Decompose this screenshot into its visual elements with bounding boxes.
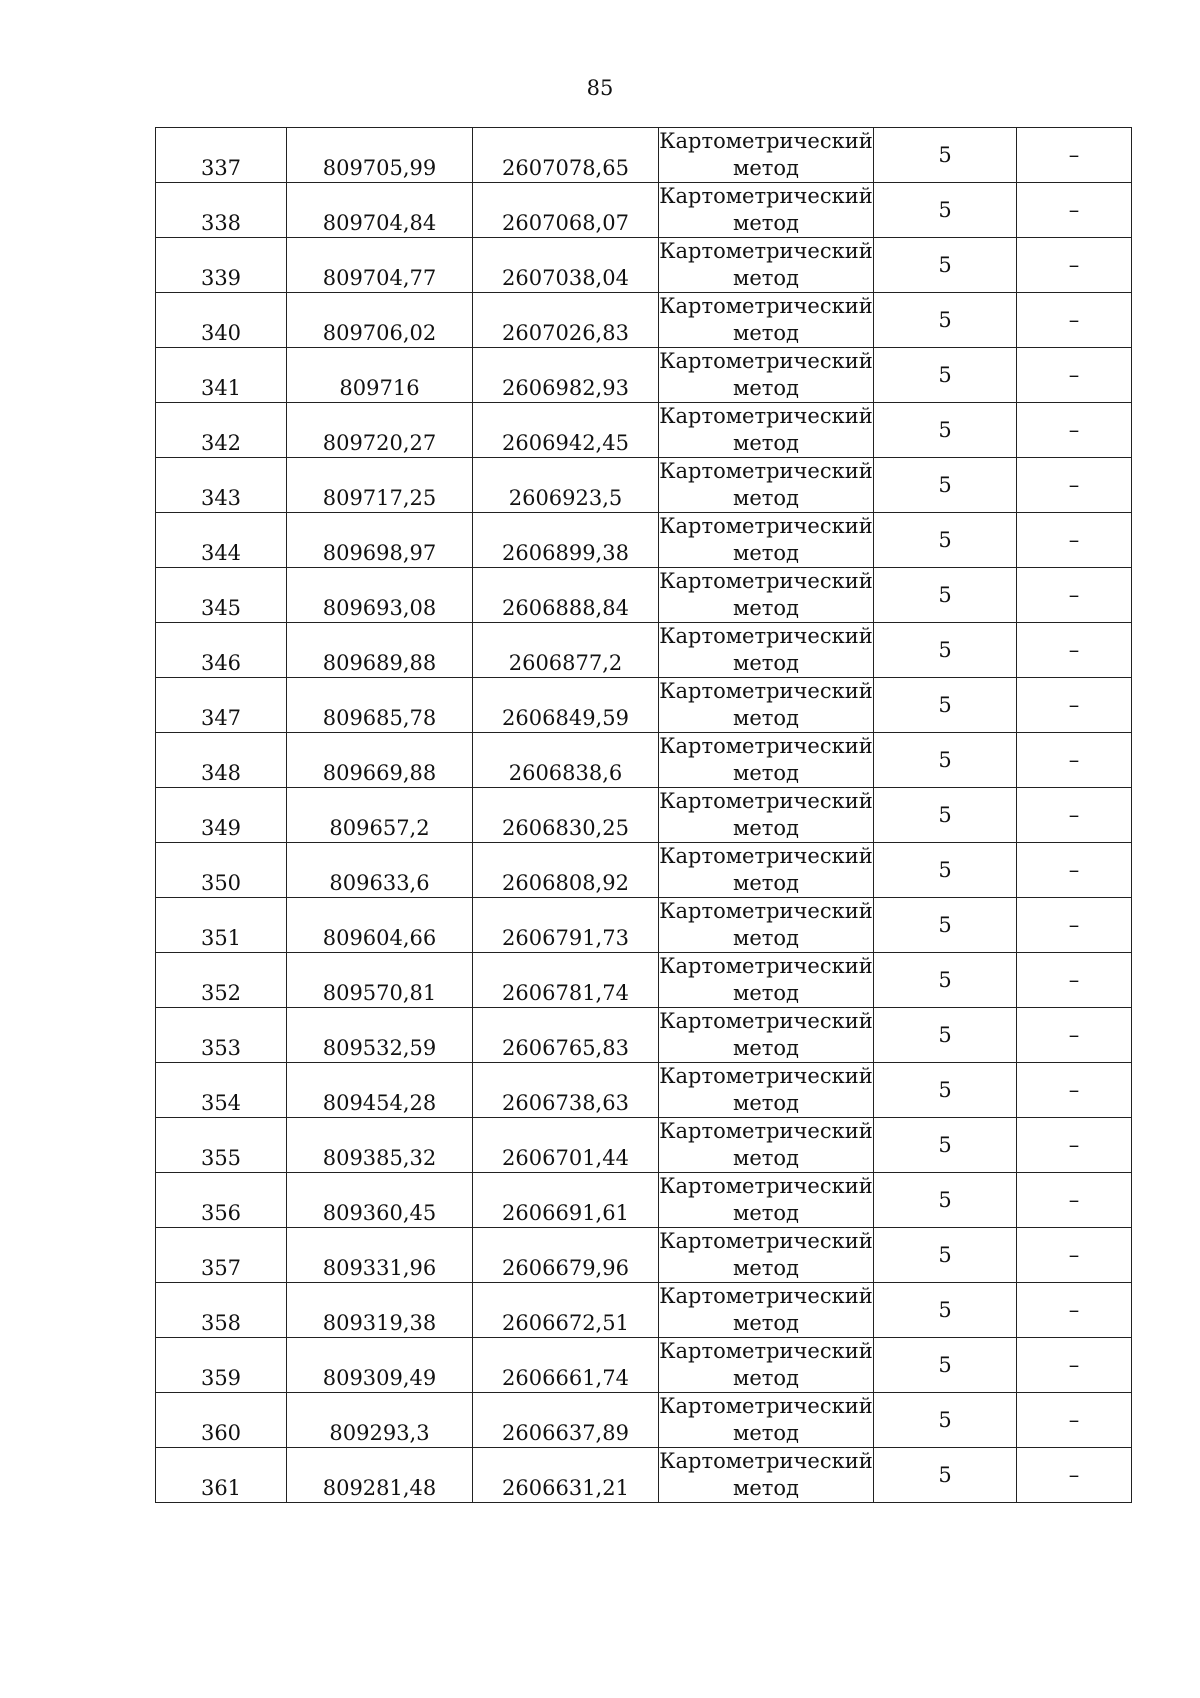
method-cell bbox=[659, 843, 874, 898]
point-number-cell: 346 bbox=[156, 623, 287, 678]
note-cell: – bbox=[1017, 623, 1132, 678]
note-cell: – bbox=[1017, 1008, 1132, 1063]
x-coordinate-cell: 809689,88 bbox=[287, 623, 473, 678]
method-cell bbox=[659, 1393, 874, 1448]
table-row bbox=[156, 1393, 1132, 1448]
point-number-cell: 337 bbox=[156, 128, 287, 183]
accuracy-cell: 5 bbox=[874, 293, 1017, 348]
method-line-2: метод bbox=[733, 431, 799, 455]
method-cell bbox=[659, 293, 874, 348]
table-row bbox=[156, 513, 1132, 568]
note-cell: – bbox=[1017, 348, 1132, 403]
table-row bbox=[156, 1063, 1132, 1118]
x-coordinate-cell: 809385,32 bbox=[287, 1118, 473, 1173]
x-coordinate-cell: 809698,97 bbox=[287, 513, 473, 568]
note-cell: – bbox=[1017, 678, 1132, 733]
table-row bbox=[156, 293, 1132, 348]
note-cell: – bbox=[1017, 1448, 1132, 1503]
method-line-1: Картометрический bbox=[659, 954, 873, 978]
x-coordinate-cell: 809669,88 bbox=[287, 733, 473, 788]
method-line-1: Картометрический bbox=[659, 1174, 873, 1198]
table-row bbox=[156, 898, 1132, 953]
accuracy-cell: 5 bbox=[874, 1338, 1017, 1393]
method-line-1: Картометрический bbox=[659, 239, 873, 263]
point-number-cell: 360 bbox=[156, 1393, 287, 1448]
y-coordinate-cell: 2606942,45 bbox=[473, 403, 659, 458]
method-line-2: метод bbox=[733, 1091, 799, 1115]
x-coordinate-cell: 809720,27 bbox=[287, 403, 473, 458]
note-cell: – bbox=[1017, 1228, 1132, 1283]
y-coordinate-cell: 2607068,07 bbox=[473, 183, 659, 238]
method-line-2: метод bbox=[733, 816, 799, 840]
note-cell: – bbox=[1017, 898, 1132, 953]
point-number-cell: 340 bbox=[156, 293, 287, 348]
accuracy-cell: 5 bbox=[874, 1173, 1017, 1228]
table-row bbox=[156, 1228, 1132, 1283]
method-line-1: Картометрический bbox=[659, 1449, 873, 1473]
y-coordinate-cell: 2606849,59 bbox=[473, 678, 659, 733]
point-number-cell: 351 bbox=[156, 898, 287, 953]
accuracy-cell: 5 bbox=[874, 1228, 1017, 1283]
point-number-cell: 361 bbox=[156, 1448, 287, 1503]
method-line-2: метод bbox=[733, 266, 799, 290]
point-number-cell: 352 bbox=[156, 953, 287, 1008]
method-cell bbox=[659, 403, 874, 458]
method-line-2: метод bbox=[733, 1256, 799, 1280]
accuracy-cell: 5 bbox=[874, 1393, 1017, 1448]
method-cell bbox=[659, 1008, 874, 1063]
method-cell bbox=[659, 898, 874, 953]
method-line-1: Картометрический bbox=[659, 404, 873, 428]
note-cell: – bbox=[1017, 953, 1132, 1008]
method-line-1: Картометрический bbox=[659, 1229, 873, 1253]
method-cell bbox=[659, 1173, 874, 1228]
method-line-2: метод bbox=[733, 596, 799, 620]
method-cell bbox=[659, 1118, 874, 1173]
method-line-1: Картометрический bbox=[659, 294, 873, 318]
x-coordinate-cell: 809604,66 bbox=[287, 898, 473, 953]
x-coordinate-cell: 809705,99 bbox=[287, 128, 473, 183]
x-coordinate-cell: 809706,02 bbox=[287, 293, 473, 348]
method-cell bbox=[659, 568, 874, 623]
method-line-2: метод bbox=[733, 981, 799, 1005]
method-cell bbox=[659, 238, 874, 293]
x-coordinate-cell: 809360,45 bbox=[287, 1173, 473, 1228]
y-coordinate-cell: 2606738,63 bbox=[473, 1063, 659, 1118]
point-number-cell: 339 bbox=[156, 238, 287, 293]
method-line-1: Картометрический bbox=[659, 1119, 873, 1143]
table-row bbox=[156, 1338, 1132, 1393]
method-line-2: метод bbox=[733, 541, 799, 565]
y-coordinate-cell: 2606637,89 bbox=[473, 1393, 659, 1448]
method-cell bbox=[659, 788, 874, 843]
method-line-1: Картометрический bbox=[659, 459, 873, 483]
note-cell: – bbox=[1017, 843, 1132, 898]
table-row bbox=[156, 1118, 1132, 1173]
x-coordinate-cell: 809704,84 bbox=[287, 183, 473, 238]
method-cell bbox=[659, 733, 874, 788]
method-line-1: Картометрический bbox=[659, 349, 873, 373]
table-row bbox=[156, 1173, 1132, 1228]
method-line-1: Картометрический bbox=[659, 514, 873, 538]
point-number-cell: 353 bbox=[156, 1008, 287, 1063]
table-row bbox=[156, 623, 1132, 678]
y-coordinate-cell: 2606701,44 bbox=[473, 1118, 659, 1173]
accuracy-cell: 5 bbox=[874, 513, 1017, 568]
method-line-1: Картометрический bbox=[659, 569, 873, 593]
method-line-1: Картометрический bbox=[659, 1284, 873, 1308]
x-coordinate-cell: 809319,38 bbox=[287, 1283, 473, 1338]
point-number-cell: 350 bbox=[156, 843, 287, 898]
note-cell: – bbox=[1017, 733, 1132, 788]
note-cell: – bbox=[1017, 183, 1132, 238]
method-line-2: метод bbox=[733, 871, 799, 895]
method-line-2: метод bbox=[733, 1311, 799, 1335]
y-coordinate-cell: 2606781,74 bbox=[473, 953, 659, 1008]
accuracy-cell: 5 bbox=[874, 788, 1017, 843]
table-row bbox=[156, 183, 1132, 238]
accuracy-cell: 5 bbox=[874, 348, 1017, 403]
point-number-cell: 345 bbox=[156, 568, 287, 623]
y-coordinate-cell: 2607038,04 bbox=[473, 238, 659, 293]
method-line-1: Картометрический bbox=[659, 679, 873, 703]
method-line-1: Картометрический bbox=[659, 1064, 873, 1088]
accuracy-cell: 5 bbox=[874, 843, 1017, 898]
y-coordinate-cell: 2607078,65 bbox=[473, 128, 659, 183]
point-number-cell: 359 bbox=[156, 1338, 287, 1393]
note-cell: – bbox=[1017, 1063, 1132, 1118]
accuracy-cell: 5 bbox=[874, 238, 1017, 293]
point-number-cell: 354 bbox=[156, 1063, 287, 1118]
method-cell bbox=[659, 348, 874, 403]
method-line-2: метод bbox=[733, 1201, 799, 1225]
note-cell: – bbox=[1017, 293, 1132, 348]
table-row bbox=[156, 843, 1132, 898]
x-coordinate-cell: 809716 bbox=[287, 348, 473, 403]
method-line-1: Картометрический bbox=[659, 184, 873, 208]
table-row bbox=[156, 1448, 1132, 1503]
method-line-2: метод bbox=[733, 1421, 799, 1445]
note-cell: – bbox=[1017, 788, 1132, 843]
accuracy-cell: 5 bbox=[874, 403, 1017, 458]
method-line-1: Картометрический bbox=[659, 1009, 873, 1033]
x-coordinate-cell: 809281,48 bbox=[287, 1448, 473, 1503]
x-coordinate-cell: 809717,25 bbox=[287, 458, 473, 513]
note-cell: – bbox=[1017, 403, 1132, 458]
y-coordinate-cell: 2606679,96 bbox=[473, 1228, 659, 1283]
note-cell: – bbox=[1017, 128, 1132, 183]
x-coordinate-cell: 809693,08 bbox=[287, 568, 473, 623]
y-coordinate-cell: 2606888,84 bbox=[473, 568, 659, 623]
method-cell bbox=[659, 953, 874, 1008]
point-number-cell: 358 bbox=[156, 1283, 287, 1338]
y-coordinate-cell: 2606982,93 bbox=[473, 348, 659, 403]
coordinates-table bbox=[155, 127, 1132, 1503]
y-coordinate-cell: 2606830,25 bbox=[473, 788, 659, 843]
point-number-cell: 356 bbox=[156, 1173, 287, 1228]
accuracy-cell: 5 bbox=[874, 1008, 1017, 1063]
accuracy-cell: 5 bbox=[874, 733, 1017, 788]
method-cell bbox=[659, 1063, 874, 1118]
x-coordinate-cell: 809685,78 bbox=[287, 678, 473, 733]
method-line-1: Картометрический bbox=[659, 844, 873, 868]
note-cell: – bbox=[1017, 1338, 1132, 1393]
x-coordinate-cell: 809331,96 bbox=[287, 1228, 473, 1283]
x-coordinate-cell: 809570,81 bbox=[287, 953, 473, 1008]
note-cell: – bbox=[1017, 513, 1132, 568]
method-cell bbox=[659, 183, 874, 238]
note-cell: – bbox=[1017, 1173, 1132, 1228]
method-line-1: Картометрический bbox=[659, 624, 873, 648]
method-cell bbox=[659, 623, 874, 678]
y-coordinate-cell: 2606923,5 bbox=[473, 458, 659, 513]
y-coordinate-cell: 2606661,74 bbox=[473, 1338, 659, 1393]
method-line-2: метод bbox=[733, 1146, 799, 1170]
method-line-1: Картометрический bbox=[659, 789, 873, 813]
table-row bbox=[156, 788, 1132, 843]
note-cell: – bbox=[1017, 238, 1132, 293]
method-cell bbox=[659, 458, 874, 513]
point-number-cell: 357 bbox=[156, 1228, 287, 1283]
table-row bbox=[156, 733, 1132, 788]
x-coordinate-cell: 809309,49 bbox=[287, 1338, 473, 1393]
note-cell: – bbox=[1017, 568, 1132, 623]
x-coordinate-cell: 809633,6 bbox=[287, 843, 473, 898]
method-line-2: метод bbox=[733, 706, 799, 730]
table-row bbox=[156, 458, 1132, 513]
point-number-cell: 343 bbox=[156, 458, 287, 513]
accuracy-cell: 5 bbox=[874, 678, 1017, 733]
table-row bbox=[156, 238, 1132, 293]
x-coordinate-cell: 809532,59 bbox=[287, 1008, 473, 1063]
accuracy-cell: 5 bbox=[874, 1448, 1017, 1503]
method-line-2: метод bbox=[733, 156, 799, 180]
table-row bbox=[156, 953, 1132, 1008]
method-line-2: метод bbox=[733, 211, 799, 235]
accuracy-cell: 5 bbox=[874, 953, 1017, 1008]
note-cell: – bbox=[1017, 1118, 1132, 1173]
y-coordinate-cell: 2606838,6 bbox=[473, 733, 659, 788]
table-row bbox=[156, 348, 1132, 403]
method-line-2: метод bbox=[733, 1476, 799, 1500]
x-coordinate-cell: 809657,2 bbox=[287, 788, 473, 843]
point-number-cell: 338 bbox=[156, 183, 287, 238]
method-line-2: метод bbox=[733, 1036, 799, 1060]
table-row bbox=[156, 403, 1132, 458]
table-row bbox=[156, 1008, 1132, 1063]
method-line-2: метод bbox=[733, 321, 799, 345]
coordinates-table-body bbox=[156, 128, 1132, 1503]
method-line-1: Картометрический bbox=[659, 899, 873, 923]
point-number-cell: 342 bbox=[156, 403, 287, 458]
y-coordinate-cell: 2606691,61 bbox=[473, 1173, 659, 1228]
x-coordinate-cell: 809704,77 bbox=[287, 238, 473, 293]
accuracy-cell: 5 bbox=[874, 458, 1017, 513]
method-line-2: метод bbox=[733, 1366, 799, 1390]
accuracy-cell: 5 bbox=[874, 1063, 1017, 1118]
point-number-cell: 348 bbox=[156, 733, 287, 788]
y-coordinate-cell: 2606672,51 bbox=[473, 1283, 659, 1338]
x-coordinate-cell: 809454,28 bbox=[287, 1063, 473, 1118]
method-line-1: Картометрический bbox=[659, 734, 873, 758]
point-number-cell: 349 bbox=[156, 788, 287, 843]
accuracy-cell: 5 bbox=[874, 1118, 1017, 1173]
method-cell bbox=[659, 513, 874, 568]
y-coordinate-cell: 2606808,92 bbox=[473, 843, 659, 898]
accuracy-cell: 5 bbox=[874, 568, 1017, 623]
point-number-cell: 341 bbox=[156, 348, 287, 403]
y-coordinate-cell: 2606791,73 bbox=[473, 898, 659, 953]
method-cell bbox=[659, 678, 874, 733]
method-line-2: метод bbox=[733, 376, 799, 400]
table-row bbox=[156, 128, 1132, 183]
method-cell bbox=[659, 1228, 874, 1283]
note-cell: – bbox=[1017, 1283, 1132, 1338]
method-line-1: Картометрический bbox=[659, 1339, 873, 1363]
method-line-2: метод bbox=[733, 651, 799, 675]
accuracy-cell: 5 bbox=[874, 898, 1017, 953]
method-cell bbox=[659, 1283, 874, 1338]
y-coordinate-cell: 2606765,83 bbox=[473, 1008, 659, 1063]
method-cell bbox=[659, 1338, 874, 1393]
method-cell bbox=[659, 1448, 874, 1503]
table-row bbox=[156, 1283, 1132, 1338]
method-cell bbox=[659, 128, 874, 183]
accuracy-cell: 5 bbox=[874, 128, 1017, 183]
x-coordinate-cell: 809293,3 bbox=[287, 1393, 473, 1448]
method-line-1: Картометрический bbox=[659, 1394, 873, 1418]
method-line-2: метод bbox=[733, 926, 799, 950]
accuracy-cell: 5 bbox=[874, 1283, 1017, 1338]
method-line-1: Картометрический bbox=[659, 129, 873, 153]
accuracy-cell: 5 bbox=[874, 623, 1017, 678]
table-row bbox=[156, 568, 1132, 623]
y-coordinate-cell: 2606631,21 bbox=[473, 1448, 659, 1503]
y-coordinate-cell: 2606877,2 bbox=[473, 623, 659, 678]
note-cell: – bbox=[1017, 458, 1132, 513]
page-number: 85 bbox=[586, 76, 614, 100]
note-cell: – bbox=[1017, 1393, 1132, 1448]
y-coordinate-cell: 2606899,38 bbox=[473, 513, 659, 568]
point-number-cell: 344 bbox=[156, 513, 287, 568]
method-line-2: метод bbox=[733, 486, 799, 510]
point-number-cell: 347 bbox=[156, 678, 287, 733]
point-number-cell: 355 bbox=[156, 1118, 287, 1173]
y-coordinate-cell: 2607026,83 bbox=[473, 293, 659, 348]
accuracy-cell: 5 bbox=[874, 183, 1017, 238]
table-row bbox=[156, 678, 1132, 733]
method-line-2: метод bbox=[733, 761, 799, 785]
